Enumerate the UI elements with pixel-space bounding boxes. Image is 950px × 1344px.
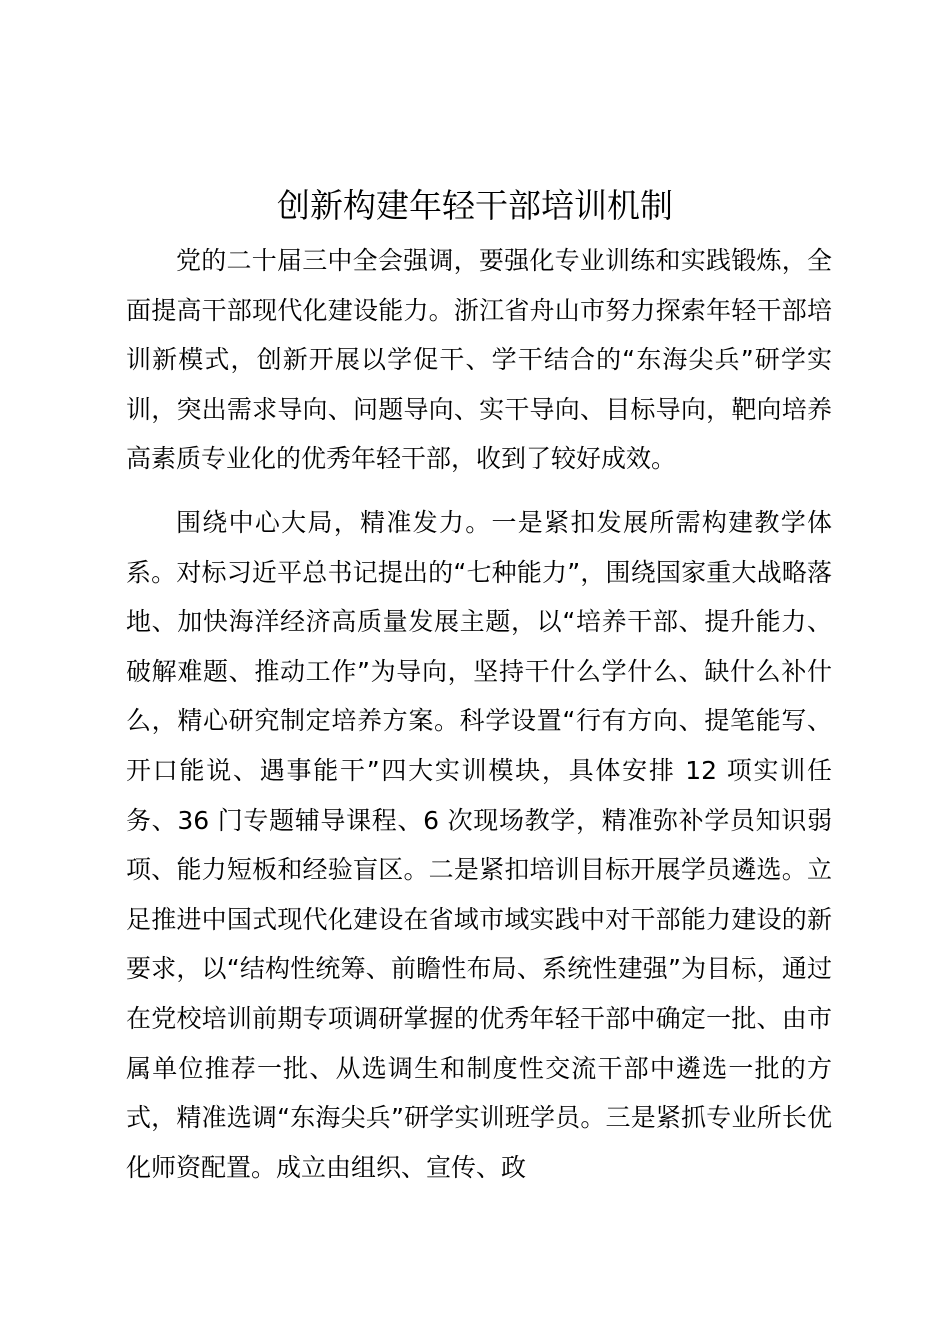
paragraph-intro: 党的二十届三中全会强调，要强化专业训练和实践锻炼，全面提高干部现代化建设能力。浙江省舟山市努力探索年轻干部培训新模式，创新开展以学促干、学干结合的“东海尖兵”研学实训，突出需求导向、问题导向、实干导向、目标导向，靶向培养高素质专业化的优秀年轻干部，收到了较好成效。 — [126, 246, 832, 474]
document-body — [126, 236, 832, 1192]
paragraph-section-1: 围绕中心大局，精准发力。一是紧扣发展所需构建教学体系。对标习近平总书记提出的“七种能力”，围绕国家重大战略落地、加快海洋经济高质量发展主题，以“培养干部、提升能力、破解难题、推动工作”为导向，坚持干什么学什么、缺什么补什么，精心研究制定培养方案。科学设置“行有方向、提笔能写、开口能说、遇事能干”四大实训模块，具体安排 12 项实训任务、36 门专题辅导课程、6 次现场教学，精准弥补学员知识弱项、能力短板和经验盲区。二是紧扣培训目标开展学员遴选。立足推进中国式现代化建设在省域市域实践中对干部能力建设的新要求，以“结构性统筹、前瞻性布局、系统性建强”为目标，通过在党校培训前期专项调研掌握的优秀年轻干部中确定一批、由市属单位推荐一批、从选调生和制度性交流干部中遴选一批的方式，精准选调“东海尖兵”研学实训班学员。三是紧抓专业所长优化师资配置。成立由组织、宣传、政 — [126, 507, 832, 1182]
document-title: 创新构建年轻干部培训机制 — [277, 186, 673, 225]
